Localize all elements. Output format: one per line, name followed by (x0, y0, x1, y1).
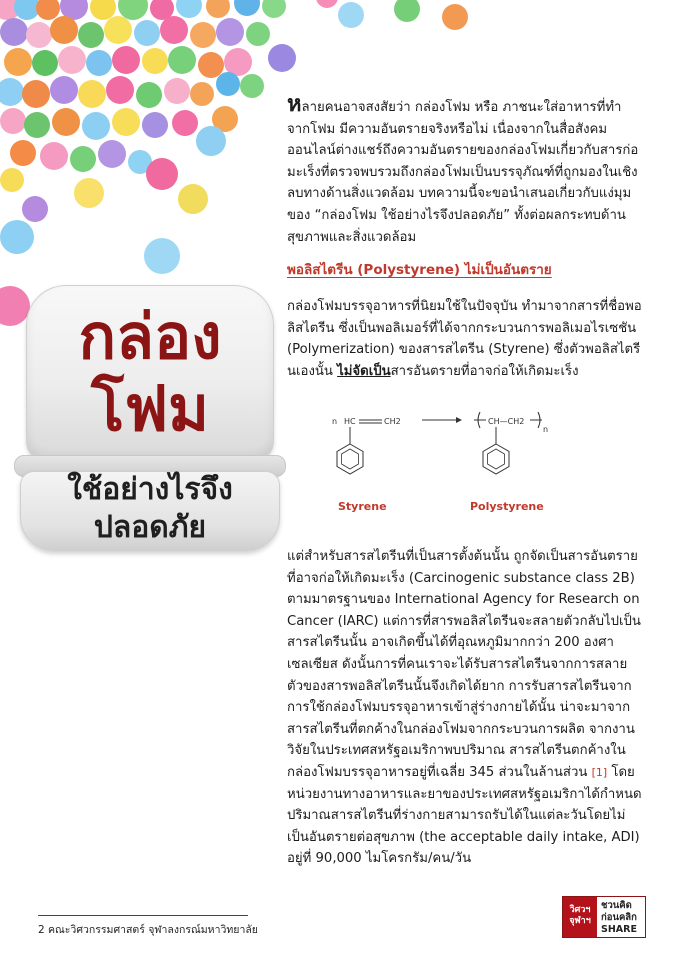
polymer-n-label: n (543, 425, 549, 434)
polystyrene-label: Polystyrene (470, 500, 544, 513)
para2-bold-text: ไม่จัดเป็น (337, 363, 391, 379)
polymer-benzene-inner (488, 449, 505, 469)
reaction-arrow-head (456, 417, 462, 423)
footnote: 2 คณะวิศวกรรมศาสตร์ จุฬาลงกรณ์มหาวิทยาลัย (38, 924, 258, 936)
para3-text-before: แต่สำหรับสารสไตรีนที่เป็นสารตั้งต้นนั้น ถูกจัดเป็นสารอันตรายที่อาจก่อให้เกิดมะเร็ง (Carcinogenic substance class 2B) ตามมาตรฐานของ International Agency for Research on Cancer (IARC) แต่การที่สารพอลิสไตรีนจะสลายตัวกลับไปเป็นสารสไตรีนนั้น อาจเกิดขึ้นได้ที่อุณหภูมิมากกว่า 200 องศาเซลเซียส ดังนั้นการที่คนเราจะได้รับสารสไตรีนจากการสลายตัวของสารพอลิสไตรีนนั้นจึงเกิดได้ยาก การรับสารสไตรีนจากการใช้กล่องโฟมบรรจุอาหารเข้าสู่ร่างกายได้นั้น น่าจะมาจากสารสไตรีนที่ตกค้างในกล่องโฟมจากกระบวนการผลิต จากงานวิจัยในประเทศสหรัฐอเมริกาพบปริมาณ สารสไตรีนตกค้างในกล่องโฟมบรรจุอาหารอยู่ที่เฉลี่ย 345 ส่วนในล้านส่วน (287, 549, 641, 780)
logo-right-block (597, 897, 645, 937)
logo-left-block (563, 897, 597, 937)
cover-subtitle-line1: ใช้อย่างไรจึง (67, 472, 233, 507)
polymer-benzene-ring (483, 444, 509, 474)
cover-title-line2: โฟม (90, 372, 210, 445)
monomer-formula-left: HC (344, 417, 356, 426)
brand-logo (562, 896, 646, 938)
reaction-svg (330, 408, 575, 494)
cover-title-line1: กล่อง (78, 300, 222, 373)
styrene-label: Styrene (338, 500, 387, 513)
styrene-paragraph (287, 546, 643, 870)
footnote-divider (38, 915, 248, 916)
logo-left-line2: จุฬาฯ (569, 916, 591, 926)
intro-drop-cap: ห (287, 92, 302, 117)
monomer-benzene-inner (342, 449, 359, 469)
foam-box-illustration (14, 285, 286, 553)
polymer-formula: CH—CH2 (488, 417, 525, 426)
intro-paragraph (287, 94, 643, 248)
para2-text-before: กล่องโฟมบรรจุอาหารที่นิยมใช้ในปัจจุบัน ทำมาจากสารที่ชื่อพอลิสไตรีน ซึ่งเป็นพอลิเมอร์ที่ได้จากกระบวนการพอลิเมอไรเซชัน (Polymerization) ของสารสไตรีน (Styrene) ซึ่งตัวพอลิสไตรีนเองนั้น (287, 299, 642, 379)
logo-right-line1: ชวนคิด (601, 900, 632, 911)
logo-right-line3: SHARE (601, 924, 637, 935)
cover-subtitle-line2: ปลอดภัย (93, 510, 207, 545)
monomer-benzene-ring (337, 444, 363, 474)
monomer-n-label: n (332, 417, 338, 426)
logo-right-line2: ก่อนคลิก (601, 912, 637, 923)
para2-text-after: สารอันตรายที่อาจก่อให้เกิดมะเร็ง (390, 363, 579, 379)
section-heading: พอลิสไตรีน (Polystyrene) ไม่เป็นอันตราย (287, 262, 552, 278)
monomer-formula-right: CH2 (384, 417, 401, 426)
reference-marker: [1] (591, 765, 608, 779)
logo-left-line1: วิศวฯ (569, 905, 591, 915)
para3-text-after: โดยหน่วยงานทางอาหารและยาของประเทศสหรัฐอเมริกาได้กำหนดปริมาณสารสไตรีนที่ร่างกายสามารถรับได้ในแต่ละวันโดยไม่เป็นอันตรายต่อสุขภาพ (the acceptable daily intake, ADI) อยู่ที่ 90,000 ไมโครกรัม/คน/วัน (287, 764, 642, 867)
polymerization-diagram (330, 408, 575, 518)
polystyrene-paragraph (287, 296, 643, 382)
intro-text: ลายคนอาจสงสัยว่า กล่องโฟม หรือ ภาชนะใส่อาหารที่ทำจากโฟม มีความอันตรายจริงหรือไม่ เนื่องจากในสื่อสังคมออนไลน์ต่างแชร์ถึงความอันตรายของกล่องโฟมเกี่ยวกับสารก่อมะเร็งที่ตรวจพบรวมถึงกล่องโฟมเป็นบรรจุภัณฑ์ที่ถูกมองในเชิงลบทางด้านสิ่งแวดล้อม บทความนี้จะขอนำเสนอเกี่ยวกับแง่มุมของ “กล่องโฟม ใช้อย่างไรจึงปลอดภัย” ทั้งต่อผลกระทบด้านสุขภาพและสิ่งแวดล้อม (287, 100, 639, 245)
